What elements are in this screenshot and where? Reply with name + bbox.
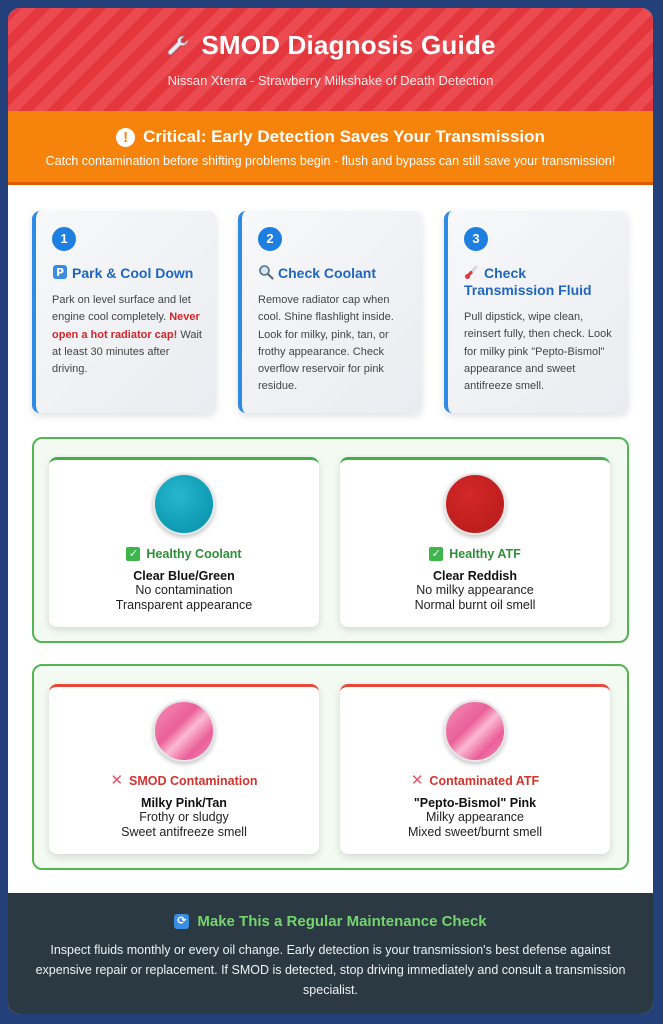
thermometer-icon (464, 264, 480, 280)
fluid-detail: Mixed sweet/burnt smell (407, 825, 543, 839)
step-title (52, 264, 202, 282)
step-card-2 (238, 211, 422, 413)
step-card-1 (32, 211, 216, 413)
step-text-part: Wait at least 30 minutes after driving. (52, 328, 202, 376)
cross-icon: ✕ (410, 772, 424, 789)
fluid-detail: Frothy or sludgy (139, 810, 229, 824)
fluid-status-label (340, 547, 610, 561)
step-number: 1 (52, 227, 76, 251)
contaminated-fluids-panel (32, 664, 629, 870)
steps-row (32, 211, 629, 413)
step-title (258, 264, 408, 282)
fluid-status-label (340, 774, 610, 788)
page-title: SMOD Diagnosis Guide (201, 30, 496, 60)
step-card-3 (444, 211, 628, 413)
footer-title: Make This a Regular Maintenance Check (197, 913, 487, 930)
coolant-color-swatch (153, 473, 215, 535)
step-text: Remove radiator cap when cool. Shine flashlight inside. Look for milky, pink, tan, or frothy appearance. Check overflow reservoir for pink residue. (258, 294, 394, 393)
atf-color-swatch (444, 473, 506, 535)
critical-alert (8, 111, 653, 185)
step-title (464, 264, 614, 299)
fluid-detail: Transparent appearance (115, 598, 253, 612)
smod-contamination-card (49, 684, 319, 854)
footer-text: Inspect fluids monthly or every oil change. Early detection is your transmission's best defense against expensive repair or replacement. If SMOD is detected, stop driving immediately and consult a transmission specialist. (35, 943, 626, 997)
fluid-detail: Normal burnt oil smell (414, 598, 536, 612)
step-text-part: Park on level surface and let engine cool completely. (52, 294, 191, 324)
fluid-detail: Milky appearance (426, 810, 524, 824)
check-icon: ✓ (429, 547, 443, 561)
fluid-status-text: Healthy Coolant (146, 547, 242, 561)
fluid-status-text: SMOD Contamination (129, 774, 258, 788)
cross-icon: ✕ (110, 772, 124, 789)
contaminated-atf-card (340, 684, 610, 854)
header (8, 8, 653, 111)
parking-icon (52, 264, 68, 280)
page-title-row (8, 8, 653, 61)
fluid-color-name: Clear Blue/Green (133, 569, 235, 583)
fluid-status-label (49, 774, 319, 788)
healthy-coolant-card (49, 457, 319, 627)
step-title-text: Check Transmission Fluid (464, 265, 592, 298)
fluid-detail: No milky appearance (416, 583, 534, 597)
hot-cap-warning: Never open a hot radiator cap! (52, 311, 200, 341)
step-number: 2 (258, 227, 282, 251)
fluid-color-name: Milky Pink/Tan (141, 796, 227, 810)
footer-title-row (32, 913, 629, 930)
step-text (52, 292, 202, 378)
fluid-detail: Sweet antifreeze smell (121, 825, 247, 839)
fluid-detail: No contamination (135, 583, 233, 597)
page-subtitle: Nissan Xterra - Strawberry Milkshake of Death Detection (167, 73, 494, 88)
fluid-color-name: Clear Reddish (432, 569, 518, 583)
step-number: 3 (464, 227, 488, 251)
fluid-status-label (49, 547, 319, 561)
magnifier-icon (258, 264, 274, 280)
step-text: Pull dipstick, wipe clean, reinsert fully, then check. Look for milky pink "Pepto-Bismol" appearance and sweet antifreeze smell. (464, 311, 612, 393)
alert-text: Catch contamination before shifting problems begin - flush and bypass can still save your transmission! (45, 154, 616, 168)
alert-title: Critical: Early Detection Saves Your Transmission (143, 127, 545, 146)
healthy-fluids-panel (32, 437, 629, 643)
exclamation-icon: ! (116, 128, 135, 147)
refresh-icon: ⟳ (174, 914, 189, 929)
maintenance-footer (8, 893, 653, 1014)
healthy-atf-card (340, 457, 610, 627)
fluid-status-text: Healthy ATF (449, 547, 521, 561)
alert-title-row (8, 111, 653, 147)
step-title-text: Park & Cool Down (72, 265, 194, 281)
svg-text:P: P (55, 266, 65, 279)
check-icon: ✓ (126, 547, 140, 561)
smod-color-swatch (153, 700, 215, 762)
wrench-icon (165, 33, 191, 59)
contaminated-atf-swatch (444, 700, 506, 762)
fluid-status-text: Contaminated ATF (429, 774, 540, 788)
guide-card (8, 8, 653, 1014)
fluid-color-name: "Pepto-Bismol" Pink (413, 796, 537, 810)
step-title-text: Check Coolant (278, 265, 377, 281)
